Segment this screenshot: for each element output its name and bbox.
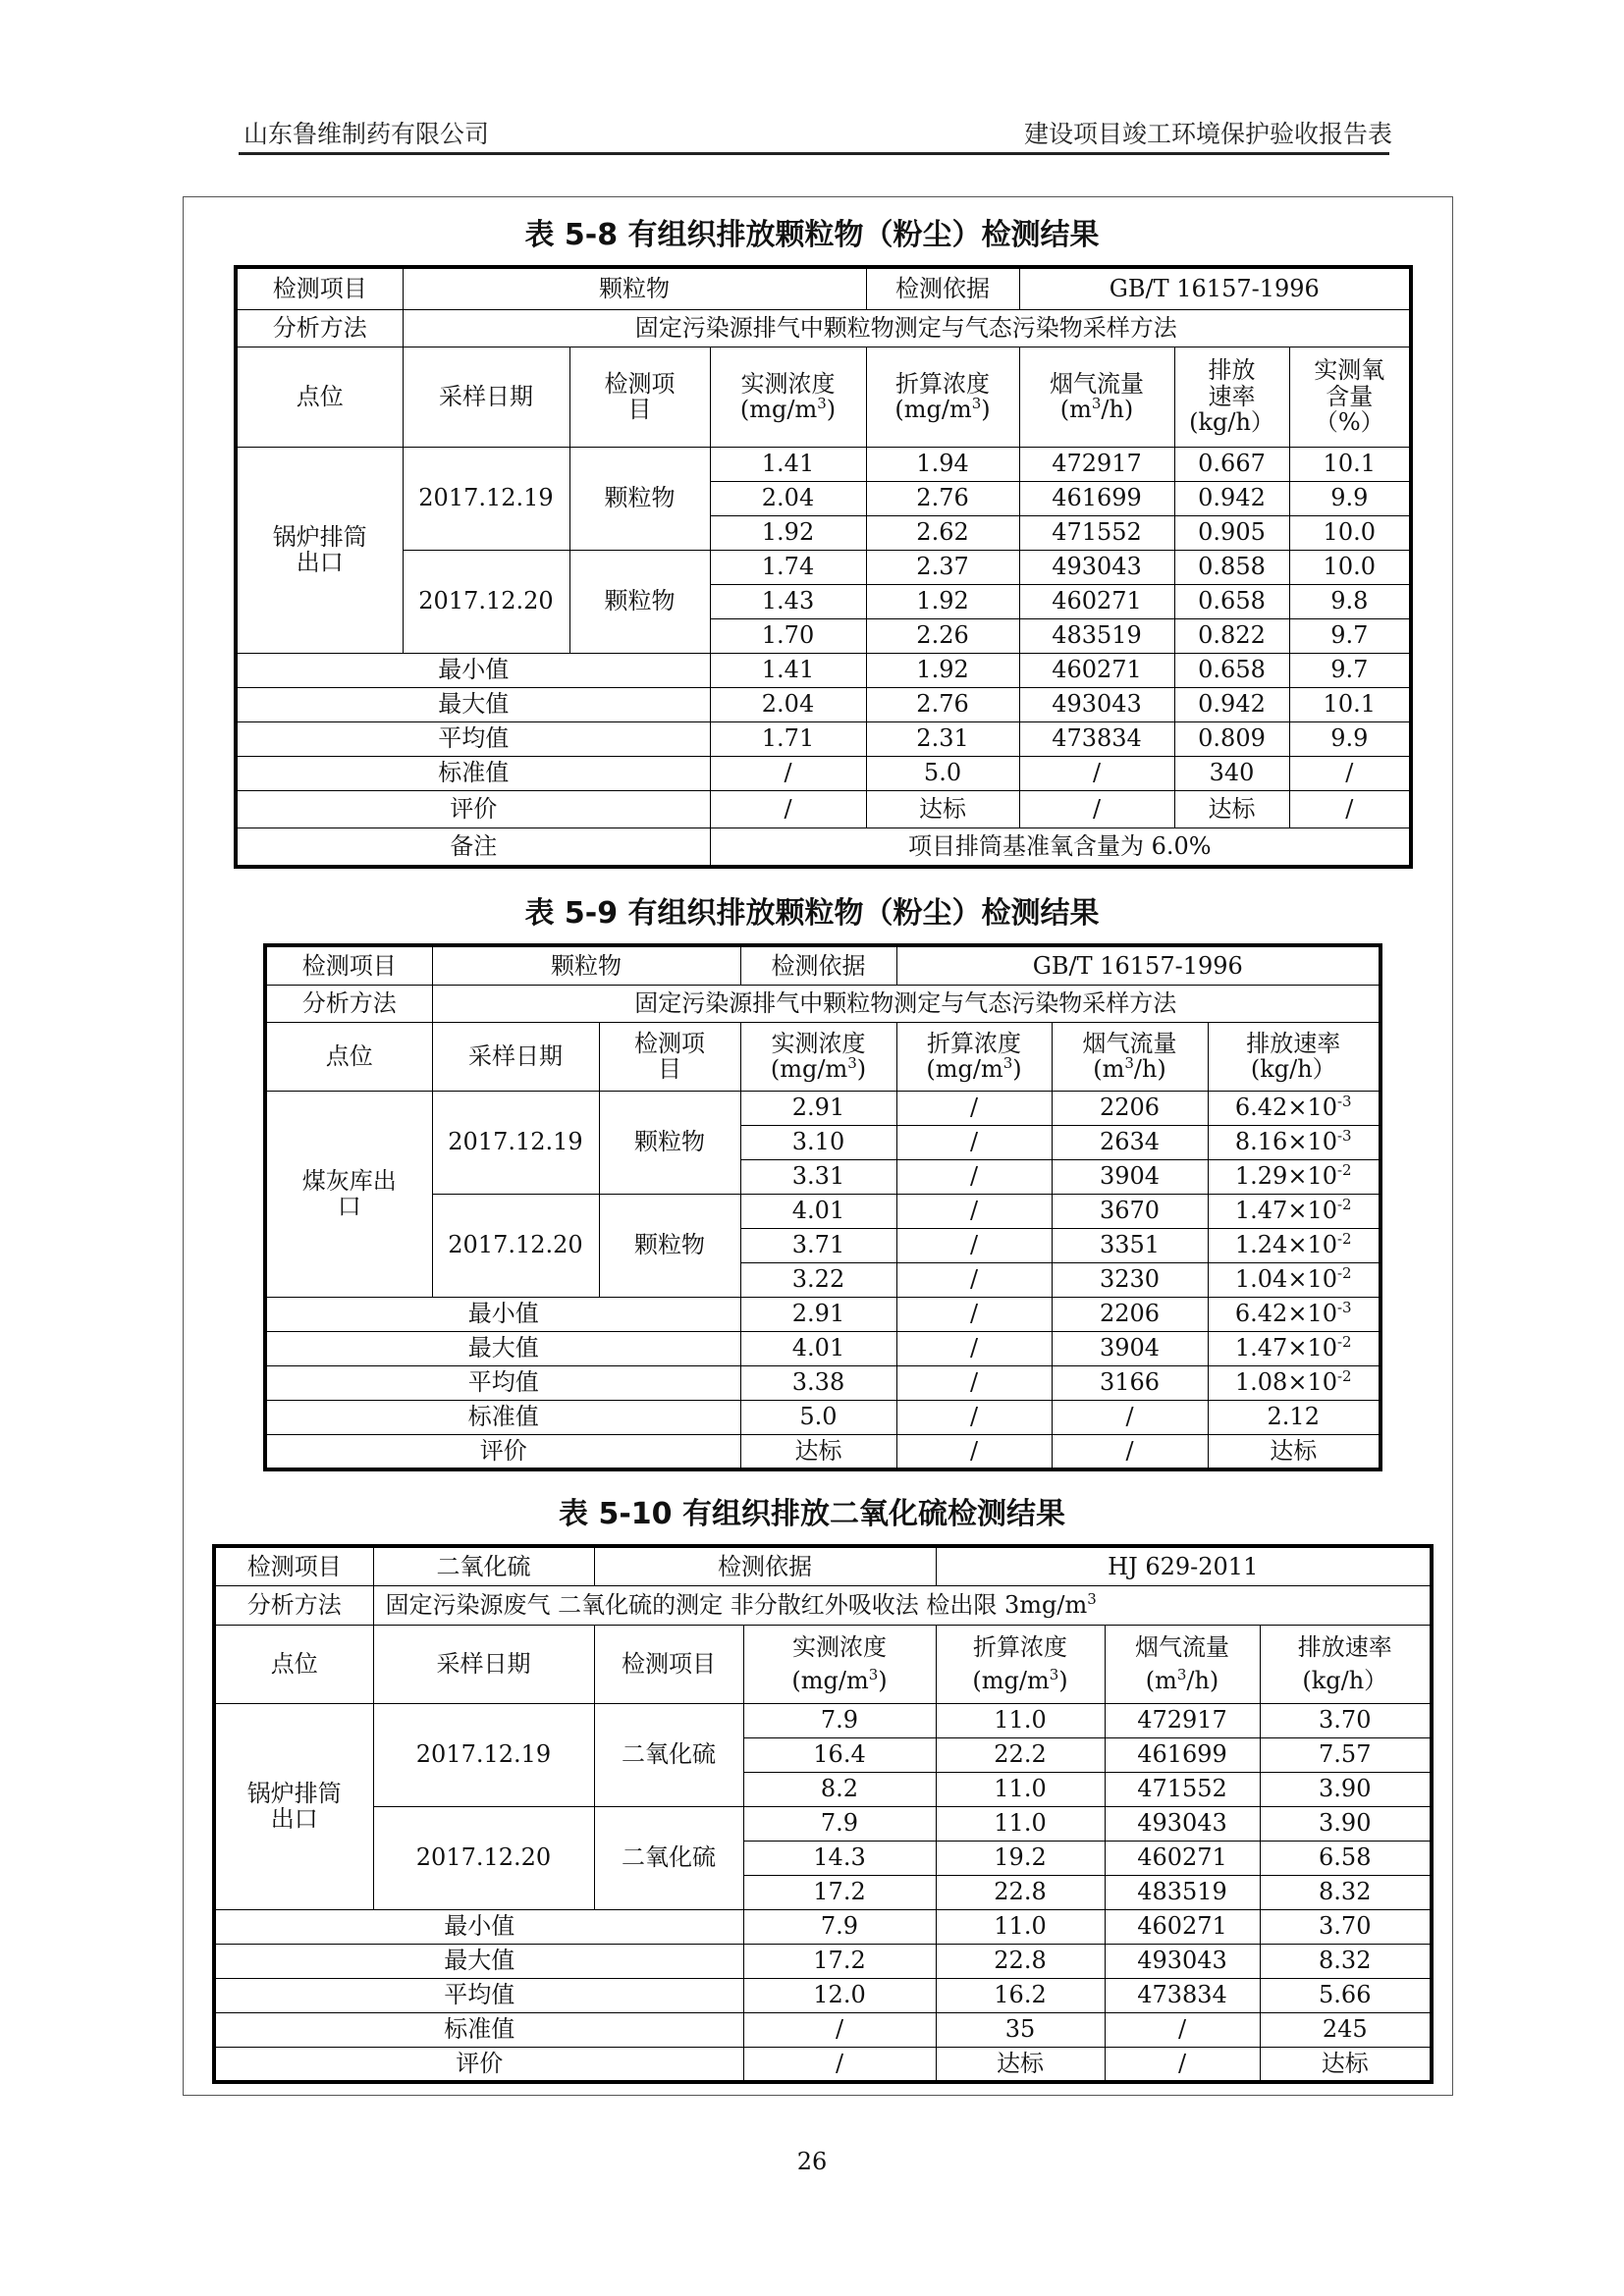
t3-cell: 6.58 (1260, 1841, 1432, 1875)
t2-rate-mant: 1.47×10 (1234, 1334, 1337, 1362)
t3-cell: 22.2 (936, 1737, 1105, 1772)
t1-h-measured-l2: $(mg/m^3)$ (739, 395, 837, 423)
t1-note-label: 备注 (236, 828, 710, 867)
t1-method-value: 固定污染源排气中颗粒物测定与气态污染物采样方法 (403, 309, 1411, 347)
t2-method-label: 分析方法 (265, 985, 432, 1022)
t1-cell: 461699 (1019, 481, 1174, 515)
t1-h-converted-l1: 折算浓度 (895, 369, 991, 398)
t3-h-converted-l1: 折算浓度 (973, 1632, 1067, 1661)
table3-title: 表 5-10 有组织排放二氧化硫检测结果 (559, 1497, 1065, 1531)
t3-cell: 3.90 (1260, 1806, 1432, 1841)
t1-g1-item: 颗粒物 (569, 447, 710, 550)
t1-h-site: 点位 (236, 347, 403, 447)
t2-cell: / (896, 1194, 1052, 1228)
t1-cell: 1.70 (710, 618, 866, 653)
t3-cell: 35 (936, 2012, 1105, 2047)
header-rule (239, 152, 1389, 155)
t1-h-measured-l1: 实测浓度 (740, 369, 836, 398)
table2-title: 表 5-9 有组织排放颗粒物（粉尘）检测结果 (524, 896, 1100, 931)
t3-cell: 3.90 (1260, 1772, 1432, 1806)
t1-h-oxygen-l1: 实测氧含量 (1314, 356, 1385, 410)
t1-cell: 340 (1174, 756, 1289, 790)
t2-cell (1208, 1159, 1380, 1194)
t3-cell: / (1105, 2047, 1260, 2082)
t2-cell: 3.38 (740, 1365, 896, 1400)
t1-cell: 1.74 (710, 550, 866, 584)
t3-h-measured (743, 1625, 936, 1703)
t2-h-flow-u2: /h) (1133, 1055, 1166, 1083)
t1-cell: 473834 (1019, 721, 1174, 756)
t2-cell (1208, 1331, 1380, 1365)
t1-cell: 2.04 (710, 687, 866, 721)
t3-sum-std: 标准值 (214, 2012, 743, 2047)
t1-h-measured-unit: (mg/m (739, 396, 818, 423)
t2-rate-exp: -3 (1336, 1093, 1352, 1111)
t2-item-label: 检测项目 (265, 945, 432, 985)
t3-item-label: 检测项目 (214, 1546, 373, 1585)
t3-sum-max: 最大值 (214, 1944, 743, 1978)
t1-g2-date: 2017.12.20 (403, 550, 569, 653)
t2-rate-mant: 1.29×10 (1234, 1162, 1337, 1191)
t1-cell: 472917 (1019, 447, 1174, 481)
t2-cell: 2.12 (1208, 1400, 1380, 1434)
t2-cell: / (896, 1159, 1052, 1194)
t1-cell: 1.92 (866, 653, 1019, 687)
table3 (212, 1544, 1434, 2084)
t3-g2-item: 二氧化硫 (594, 1806, 743, 1909)
t3-sum-min: 最小值 (214, 1909, 743, 1944)
t1-h-flow-u2: /h) (1101, 396, 1134, 423)
t3-h-measured-l2: $(mg/m^3)$ (791, 1666, 888, 1694)
t2-rate-mant: 8.16×10 (1234, 1128, 1337, 1156)
t1-site-text: 锅炉排筒出口 (272, 522, 367, 576)
t2-rate-exp: -2 (1336, 1196, 1352, 1214)
t1-cell: 1.94 (866, 447, 1019, 481)
t2-cell: 2206 (1052, 1091, 1208, 1125)
t1-cell: 2.31 (866, 721, 1019, 756)
t1-sum-max: 最大值 (236, 687, 710, 721)
t1-h-rate (1174, 347, 1289, 447)
t3-cell: 8.32 (1260, 1875, 1432, 1909)
t1-cell: 9.9 (1289, 721, 1411, 756)
t1-cell: 10.1 (1289, 447, 1411, 481)
t2-rate-mant: 1.04×10 (1234, 1265, 1337, 1294)
t3-cell: 11.0 (936, 1703, 1105, 1737)
t1-cell: / (1289, 756, 1411, 790)
t2-g1-item: 颗粒物 (599, 1091, 740, 1194)
t1-cell: 10.0 (1289, 550, 1411, 584)
t2-cell (1208, 1262, 1380, 1297)
t2-cell: 3904 (1052, 1159, 1208, 1194)
t3-cell: / (743, 2012, 936, 2047)
t2-basis-value: GB/T 16157-1996 (896, 945, 1380, 985)
t2-h-date: 采样日期 (432, 1022, 599, 1091)
t2-h-flow-l2: $(m^3/h)$ (1093, 1054, 1166, 1083)
t2-rate-mant: 1.24×10 (1234, 1231, 1337, 1259)
t2-cell: 3670 (1052, 1194, 1208, 1228)
t2-h-converted-l1: 折算浓度 (927, 1029, 1021, 1057)
t2-h-flow (1052, 1022, 1208, 1091)
t1-item-value (403, 267, 866, 309)
t3-site-text: 锅炉排筒出口 (246, 1779, 342, 1833)
t2-cell: / (896, 1125, 1052, 1159)
t1-h-converted-unit: (mg/m (894, 396, 972, 423)
t1-cell: 2.04 (710, 481, 866, 515)
t1-cell: 460271 (1019, 584, 1174, 618)
t2-cell: 3.22 (740, 1262, 896, 1297)
t3-g1-date: 2017.12.19 (373, 1703, 594, 1806)
t1-h-converted (866, 347, 1019, 447)
t1-cell: 460271 (1019, 653, 1174, 687)
t2-h-item (599, 1022, 740, 1091)
t1-cell: 9.7 (1289, 653, 1411, 687)
t2-cell: 3904 (1052, 1331, 1208, 1365)
t1-cell: 0.658 (1174, 653, 1289, 687)
t1-cell: 10.1 (1289, 687, 1411, 721)
t2-sum-min: 最小值 (265, 1297, 740, 1331)
t1-cell: 0.942 (1174, 481, 1289, 515)
header-company: 山东鲁维制药有限公司 (244, 120, 490, 148)
t3-h-rate-l1: 排放速率 (1297, 1632, 1392, 1661)
t1-cell: 0.667 (1174, 447, 1289, 481)
t3-cell: 12.0 (743, 1978, 936, 2012)
t2-h-measured-l1: 实测浓度 (771, 1029, 866, 1057)
t1-h-flow-l2: $(m^3/h)$ (1059, 395, 1134, 423)
t2-cell (1208, 1194, 1380, 1228)
t3-cell: 17.2 (743, 1875, 936, 1909)
t2-cell: 4.01 (740, 1194, 896, 1228)
t3-cell: 7.9 (743, 1909, 936, 1944)
t1-cell: 0.942 (1174, 687, 1289, 721)
t3-h-measured-unit: (mg/m (791, 1667, 869, 1694)
t2-g2-date: 2017.12.20 (432, 1194, 599, 1297)
t1-cell: 2.37 (866, 550, 1019, 584)
t1-method-label: 分析方法 (236, 309, 403, 347)
t3-method-label: 分析方法 (214, 1585, 373, 1625)
t2-basis-label (740, 945, 896, 985)
t2-basis-label-text: 检测依据 (771, 951, 866, 980)
t3-cell: 5.66 (1260, 1978, 1432, 2012)
t3-cell: 11.0 (936, 1909, 1105, 1944)
t1-cell: 2.62 (866, 515, 1019, 550)
t3-h-rate (1260, 1625, 1432, 1703)
t2-cell: 3351 (1052, 1228, 1208, 1262)
t3-h-flow-u1: (m (1145, 1667, 1177, 1694)
t2-cell: 3.10 (740, 1125, 896, 1159)
t3-h-flow-u2: /h) (1186, 1667, 1219, 1694)
t3-h-converted-l2: $(mg/m^3)$ (972, 1666, 1068, 1694)
t1-sum-min: 最小值 (236, 653, 710, 687)
t1-cell: 2.76 (866, 687, 1019, 721)
t2-cell: / (896, 1228, 1052, 1262)
t2-rate-exp: -3 (1336, 1127, 1352, 1146)
t2-h-converted (896, 1022, 1052, 1091)
t1-cell: 0.809 (1174, 721, 1289, 756)
t2-cell: 达标 (740, 1434, 896, 1469)
t2-method-value: 固定污染源排气中颗粒物测定与气态污染物采样方法 (432, 985, 1380, 1022)
t2-cell: / (896, 1297, 1052, 1331)
t1-h-flow-l1: 烟气流量 (1050, 369, 1145, 398)
t3-h-rate-l2: (kg/h） (1302, 1667, 1388, 1694)
t3-h-item: 检测项目 (594, 1625, 743, 1703)
t3-cell: 22.8 (936, 1944, 1105, 1978)
t2-cell: 5.0 (740, 1400, 896, 1434)
t2-rate-mant: 1.47×10 (1234, 1197, 1337, 1225)
t1-sum-std: 标准值 (236, 756, 710, 790)
t1-basis-label: 检测依据 (866, 267, 1019, 309)
t1-h-converted-l2: $(mg/m^3)$ (894, 395, 991, 423)
t3-cell: 达标 (936, 2047, 1105, 2082)
t2-cell: / (896, 1365, 1052, 1400)
t2-cell: 3.71 (740, 1228, 896, 1262)
t3-cell: 11.0 (936, 1806, 1105, 1841)
t1-cell: / (710, 756, 866, 790)
t1-h-rate-l1: 排放速率 (1208, 356, 1256, 410)
t1-h-flow-u1: (m (1059, 396, 1092, 423)
table1-title: 表 5-8 有组织排放颗粒物（粉尘）检测结果 (524, 218, 1100, 252)
t3-cell: 493043 (1105, 1806, 1260, 1841)
t1-cell: / (710, 790, 866, 828)
t1-cell: 471552 (1019, 515, 1174, 550)
t1-item-label: 检测项目 (236, 267, 403, 309)
t3-h-flow (1105, 1625, 1260, 1703)
t3-cell: 14.3 (743, 1841, 936, 1875)
t3-cell: 460271 (1105, 1841, 1260, 1875)
t1-h-item (569, 347, 710, 447)
t2-cell: 2.91 (740, 1297, 896, 1331)
t2-item-value: 颗粒物 (432, 945, 740, 985)
t3-h-date: 采样日期 (373, 1625, 594, 1703)
t1-cell: 1.41 (710, 653, 866, 687)
t2-cell (1208, 1228, 1380, 1262)
t3-cell: 473834 (1105, 1978, 1260, 2012)
t1-h-rate-l2: (kg/h） (1189, 408, 1274, 437)
t1-cell: 0.905 (1174, 515, 1289, 550)
t1-cell: 0.658 (1174, 584, 1289, 618)
t3-cell: 3.70 (1260, 1909, 1432, 1944)
t1-cell: 2.26 (866, 618, 1019, 653)
t3-h-measured-l1: 实测浓度 (792, 1632, 887, 1661)
t2-rate-exp: -2 (1336, 1367, 1352, 1386)
table2 (263, 943, 1382, 1471)
t2-cell (1208, 1125, 1380, 1159)
t2-cell: 2.91 (740, 1091, 896, 1125)
t1-site (236, 447, 403, 653)
t3-h-site: 点位 (214, 1625, 373, 1703)
t1-sum-eval: 评价 (236, 790, 710, 828)
t2-h-rate-l1: 排放速率 (1246, 1029, 1341, 1057)
t3-h-flow-l2: $(m^3/h)$ (1145, 1666, 1219, 1694)
t1-cell: 2.76 (866, 481, 1019, 515)
t2-cell (1208, 1091, 1380, 1125)
t1-h-item-text: 检测项目 (604, 369, 676, 423)
t3-cell: 17.2 (743, 1944, 936, 1978)
t3-basis-value: HJ 629-2011 (936, 1546, 1432, 1585)
t2-rate-exp: -2 (1336, 1230, 1352, 1249)
t2-cell: / (896, 1091, 1052, 1125)
t2-rate-exp: -2 (1336, 1264, 1352, 1283)
table1 (234, 265, 1413, 869)
t3-cell: 8.32 (1260, 1944, 1432, 1978)
t3-cell: 11.0 (936, 1772, 1105, 1806)
t1-cell: 1.92 (866, 584, 1019, 618)
t2-rate-mant: 1.08×10 (1234, 1368, 1337, 1397)
t2-h-rate (1208, 1022, 1380, 1091)
t1-g1-date: 2017.12.19 (403, 447, 569, 550)
t1-cell: 1.43 (710, 584, 866, 618)
t1-cell: 9.9 (1289, 481, 1411, 515)
t3-cell: 达标 (1260, 2047, 1432, 2082)
t1-note-value: 项目排筒基准氧含量为 6.0% (710, 828, 1411, 867)
t1-cell: 0.858 (1174, 550, 1289, 584)
t1-cell: 1.41 (710, 447, 866, 481)
t3-method-text: 固定污染源废气 二氧化硫的测定 非分散红外吸收法 检出限 3mg/m (385, 1590, 1088, 1619)
t2-cell: / (896, 1331, 1052, 1365)
t2-h-converted-unit: (mg/m (926, 1055, 1003, 1083)
t2-rate-exp: -3 (1336, 1299, 1352, 1317)
t2-cell (1208, 1297, 1380, 1331)
t3-g2-date: 2017.12.20 (373, 1806, 594, 1909)
t3-cell: / (743, 2047, 936, 2082)
t2-site (265, 1091, 432, 1297)
t1-cell: 493043 (1019, 550, 1174, 584)
t2-cell: 2206 (1052, 1297, 1208, 1331)
t2-sum-max: 最大值 (265, 1331, 740, 1365)
t2-cell: / (1052, 1434, 1208, 1469)
t2-cell: 2634 (1052, 1125, 1208, 1159)
t2-sum-avg: 平均值 (265, 1365, 740, 1400)
t2-cell: 达标 (1208, 1434, 1380, 1469)
t2-h-rate-l2: (kg/h） (1250, 1055, 1336, 1083)
t3-cell: 8.2 (743, 1772, 936, 1806)
t1-cell: 9.8 (1289, 584, 1411, 618)
t2-cell: 3.31 (740, 1159, 896, 1194)
t2-cell: / (896, 1400, 1052, 1434)
t2-h-measured (740, 1022, 896, 1091)
t3-cell: 471552 (1105, 1772, 1260, 1806)
t1-cell: 9.7 (1289, 618, 1411, 653)
t3-sum-avg: 平均值 (214, 1978, 743, 2012)
t1-cell: 493043 (1019, 687, 1174, 721)
t2-sum-std: 标准值 (265, 1400, 740, 1434)
t1-basis-value: GB/T 16157-1996 (1019, 267, 1411, 309)
t1-cell: 10.0 (1289, 515, 1411, 550)
t1-h-oxygen (1289, 347, 1411, 447)
t3-cell: 22.8 (936, 1875, 1105, 1909)
t1-sum-avg: 平均值 (236, 721, 710, 756)
t3-h-flow-l1: 烟气流量 (1135, 1632, 1229, 1661)
t2-cell: / (896, 1434, 1052, 1469)
t3-cell: 16.2 (936, 1978, 1105, 2012)
t1-h-oxygen-l2: （%） (1314, 408, 1384, 437)
t3-cell: / (1105, 2012, 1260, 2047)
t2-cell (1208, 1365, 1380, 1400)
t1-cell: / (1019, 756, 1174, 790)
t3-cell: 3.70 (1260, 1703, 1432, 1737)
t3-site (214, 1703, 373, 1909)
t3-method-value: 固定污染源废气 二氧化硫的测定 非分散红外吸收法 检出限 $3mg/m^3$ (373, 1585, 1432, 1625)
t3-cell: 461699 (1105, 1737, 1260, 1772)
t1-g2-item: 颗粒物 (569, 550, 710, 653)
t2-rate-exp: -2 (1336, 1333, 1352, 1352)
t2-h-flow-l1: 烟气流量 (1082, 1029, 1177, 1057)
t3-item-value: 二氧化硫 (373, 1546, 594, 1585)
t2-rate-mant: 6.42×10 (1234, 1094, 1337, 1122)
t2-h-converted-l2: $(mg/m^3)$ (926, 1054, 1022, 1083)
t2-sum-eval: 评价 (265, 1434, 740, 1469)
t2-rate-mant: 6.42×10 (1234, 1300, 1337, 1328)
t1-cell: 1.71 (710, 721, 866, 756)
t2-cell: 4.01 (740, 1331, 896, 1365)
t2-cell: / (896, 1262, 1052, 1297)
t1-cell: 5.0 (866, 756, 1019, 790)
t3-cell: 483519 (1105, 1875, 1260, 1909)
t2-rate-exp: -2 (1336, 1161, 1352, 1180)
t2-cell: 3166 (1052, 1365, 1208, 1400)
t1-cell: / (1019, 790, 1174, 828)
t3-g1-item: 二氧化硫 (594, 1703, 743, 1806)
t2-h-flow-u1: (m (1093, 1055, 1125, 1083)
t1-cell: 达标 (1174, 790, 1289, 828)
t3-cell: 460271 (1105, 1909, 1260, 1944)
t2-h-measured-l2: $(mg/m^3)$ (770, 1054, 867, 1083)
t3-sum-eval: 评价 (214, 2047, 743, 2082)
page-number: 26 (796, 2148, 828, 2175)
t3-h-converted (936, 1625, 1105, 1703)
t2-cell: / (1052, 1400, 1208, 1434)
t1-cell: 达标 (866, 790, 1019, 828)
t1-cell: 1.92 (710, 515, 866, 550)
t1-h-measured (710, 347, 866, 447)
t3-cell: 7.9 (743, 1806, 936, 1841)
t2-h-item-text: 检测项目 (634, 1029, 705, 1083)
t2-site-text: 煤灰库出口 (301, 1166, 397, 1220)
t2-g1-date: 2017.12.19 (432, 1091, 599, 1194)
t1-cell: 483519 (1019, 618, 1174, 653)
t1-h-flow (1019, 347, 1174, 447)
t2-h-site: 点位 (265, 1022, 432, 1091)
t1-item-value-text: 颗粒物 (599, 275, 670, 303)
t2-cell: 3230 (1052, 1262, 1208, 1297)
t2-h-measured-unit: (mg/m (770, 1055, 848, 1083)
t3-cell: 7.57 (1260, 1737, 1432, 1772)
t3-h-converted-unit: (mg/m (972, 1667, 1050, 1694)
t2-g2-item: 颗粒物 (599, 1194, 740, 1297)
t3-cell: 472917 (1105, 1703, 1260, 1737)
t1-h-date: 采样日期 (403, 347, 569, 447)
t1-cell: / (1289, 790, 1411, 828)
t3-cell: 493043 (1105, 1944, 1260, 1978)
t3-basis-label: 检测依据 (594, 1546, 936, 1585)
t3-cell: 245 (1260, 2012, 1432, 2047)
t1-cell: 0.822 (1174, 618, 1289, 653)
t3-cell: 19.2 (936, 1841, 1105, 1875)
t3-cell: 16.4 (743, 1737, 936, 1772)
t3-cell: 7.9 (743, 1703, 936, 1737)
header-report-title: 建设项目竣工环境保护验收报告表 (1023, 120, 1392, 148)
